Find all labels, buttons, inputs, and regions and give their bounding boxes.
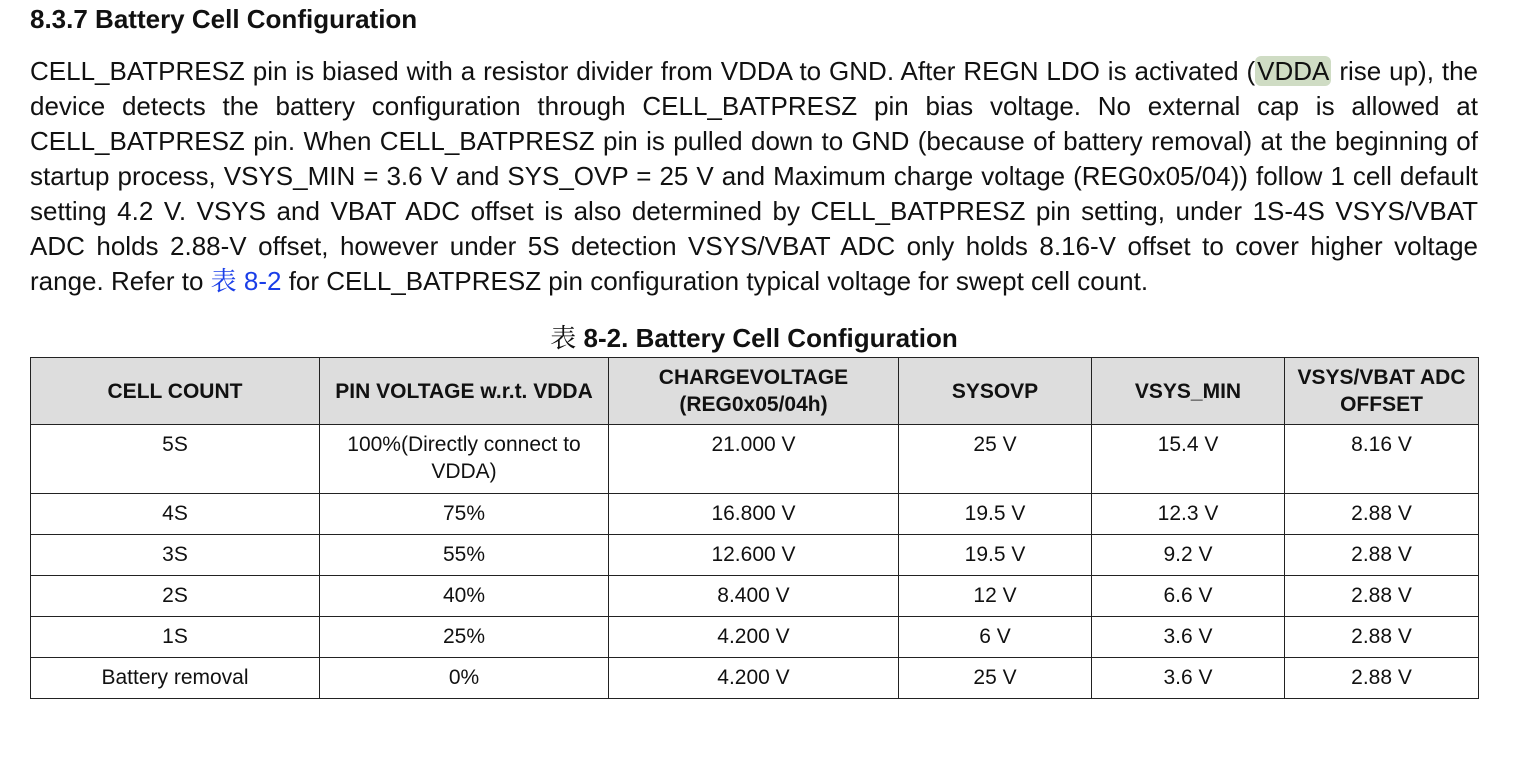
table-row [31, 425, 1479, 494]
header-pin-voltage: PIN VOLTAGE w.r.t. VDDA [320, 358, 609, 425]
highlighted-text[interactable]: VDDA [1257, 56, 1330, 86]
vsys-min: 9.2 V [1092, 535, 1285, 576]
pin-voltage: 75% [320, 494, 609, 535]
adc-offset: 2.88 V [1285, 494, 1479, 535]
battery-cell-config-table [30, 357, 1479, 699]
table-reference-link[interactable]: 表 8-2 [210, 266, 282, 296]
cell-count: 4S [31, 494, 320, 535]
adc-offset: 2.88 V [1285, 617, 1479, 658]
charge-voltage: 21.000 V [609, 425, 899, 494]
sysovp: 6 V [899, 617, 1092, 658]
table-caption-text: 8-2. Battery Cell Configuration [583, 323, 958, 353]
cell-count: 5S [31, 425, 320, 494]
pin-voltage: 55% [320, 535, 609, 576]
vsys-min: 12.3 V [1092, 494, 1285, 535]
paragraph-text-1: CELL_BATPRESZ pin is biased with a resistor divider from VDDA to GND. After REGN LDO is activated ( [30, 56, 1256, 86]
table-caption [30, 321, 1478, 355]
cell-count: 1S [31, 617, 320, 658]
header-sysovp: SYSOVP [899, 358, 1092, 425]
sysovp: 25 V [899, 658, 1092, 699]
cell-count: 2S [31, 576, 320, 617]
vsys-min: 6.6 V [1092, 576, 1285, 617]
sysovp: 25 V [899, 425, 1092, 494]
header-charge-voltage: CHARGEVOLTAGE (REG0x05/04h) [609, 358, 899, 425]
table-row [31, 535, 1479, 576]
adc-offset: 2.88 V [1285, 535, 1479, 576]
pin-voltage: 100%(Directly connect to VDDA) [320, 425, 609, 494]
table-caption-prefix: 表 [550, 323, 577, 353]
charge-voltage: 8.400 V [609, 576, 899, 617]
header-cell-count: CELL COUNT [31, 358, 320, 425]
sysovp: 12 V [899, 576, 1092, 617]
table-header-row [31, 358, 1479, 425]
pin-voltage: 0% [320, 658, 609, 699]
charge-voltage: 12.600 V [609, 535, 899, 576]
table-row [31, 658, 1479, 699]
adc-offset: 2.88 V [1285, 576, 1479, 617]
body-paragraph [30, 54, 1478, 299]
vsys-min: 15.4 V [1092, 425, 1285, 494]
paragraph-text-3: for CELL_BATPRESZ pin configuration typical voltage for swept cell count. [281, 266, 1149, 296]
document-page [30, 0, 1478, 699]
header-vsys-min: VSYS_MIN [1092, 358, 1285, 425]
pin-voltage: 40% [320, 576, 609, 617]
table-row [31, 494, 1479, 535]
vsys-min: 3.6 V [1092, 658, 1285, 699]
paragraph-text-2: rise up), the device detects the battery configuration through CELL_BATPRESZ pin bias voltage. No external cap is allowed at CELL_BATPRESZ pin. When CELL_BATPRESZ pin is pulled down to GND (because of battery removal) at the beginning of startup process, VSYS_MIN = 3.6 V and SYS_OVP = 25 V and Maximum charge voltage (REG0x05/04)) follow 1 cell default setting 4.2 V. VSYS and VBAT ADC offset is also determined by CELL_BATPRESZ pin setting, under 1S-4S VSYS/VBAT ADC holds 2.88-V offset, however under 5S detection VSYS/VBAT ADC only holds 8.16-V offset to cover higher voltage range. Refer to [30, 56, 1478, 296]
sysovp: 19.5 V [899, 535, 1092, 576]
adc-offset: 8.16 V [1285, 425, 1479, 494]
adc-offset: 2.88 V [1285, 658, 1479, 699]
table-row [31, 576, 1479, 617]
charge-voltage: 16.800 V [609, 494, 899, 535]
section-title: 8.3.7 Battery Cell Configuration [30, 4, 418, 34]
vsys-min: 3.6 V [1092, 617, 1285, 658]
cell-count: Battery removal [31, 658, 320, 699]
pin-voltage: 25% [320, 617, 609, 658]
charge-voltage: 4.200 V [609, 658, 899, 699]
charge-voltage: 4.200 V [609, 617, 899, 658]
header-adc-offset: VSYS/VBAT ADC OFFSET [1285, 358, 1479, 425]
table-row [31, 617, 1479, 658]
sysovp: 19.5 V [899, 494, 1092, 535]
cell-count: 3S [31, 535, 320, 576]
